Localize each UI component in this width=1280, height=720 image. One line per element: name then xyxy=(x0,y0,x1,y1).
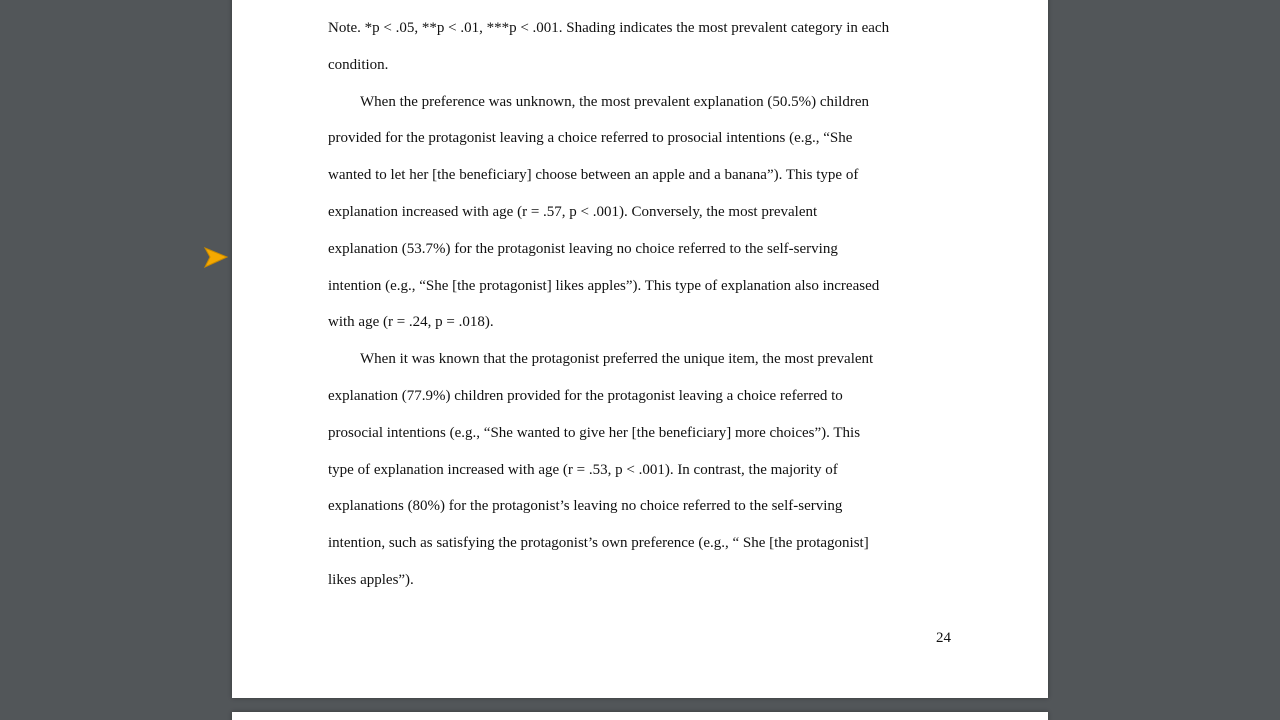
text-line: intention (e.g., “She [the protagonist] likes apples”). This type of explanation also increased xyxy=(328,277,880,294)
text-line: explanation (77.9%) children provided for the protagonist leaving a choice referred to xyxy=(328,387,843,404)
text-line: provided for the protagonist leaving a choice referred to prosocial intentions (e.g., “She xyxy=(328,130,853,147)
arrow-pointer-icon xyxy=(204,246,228,270)
text-line: wanted to let her [the beneficiary] choose between an apple and a banana”). This type of xyxy=(328,167,859,184)
document-page xyxy=(232,0,1048,698)
text-line: likes apples”). xyxy=(328,571,414,588)
text-line: type of explanation increased with age (r = .53, p < .001). In contrast, the majority of xyxy=(328,461,838,478)
note-line: Note. *p < .05, **p < .01, ***p < .001. Shading indicates the most prevalent category in each xyxy=(328,20,890,36)
next-page xyxy=(232,712,1048,720)
paragraph-start-line: When the preference was unknown, the most prevalent explanation (50.5%) children xyxy=(360,93,869,110)
text-line: explanation increased with age (r = .57, p < .001). Conversely, the most prevalent xyxy=(328,203,818,220)
page-number: 24 xyxy=(936,630,951,646)
text-line: with age (r = .24, p = .018). xyxy=(328,314,494,331)
text-line: explanation (53.7%) for the protagonist leaving no choice referred to the self-serving xyxy=(328,240,838,257)
text-line: prosocial intentions (e.g., “She wanted to give her [the beneficiary] more choices”). This xyxy=(328,424,861,441)
text-line: explanations (80%) for the protagonist’s leaving no choice referred to the self-serving xyxy=(328,498,843,515)
paragraph-start-line: When it was known that the protagonist preferred the unique item, the most prevalent xyxy=(360,351,874,368)
text-line: condition. xyxy=(328,56,389,73)
text-line: intention, such as satisfying the protagonist’s own preference (e.g., “ She [the protagonist] xyxy=(328,535,869,552)
body-text xyxy=(328,10,958,599)
